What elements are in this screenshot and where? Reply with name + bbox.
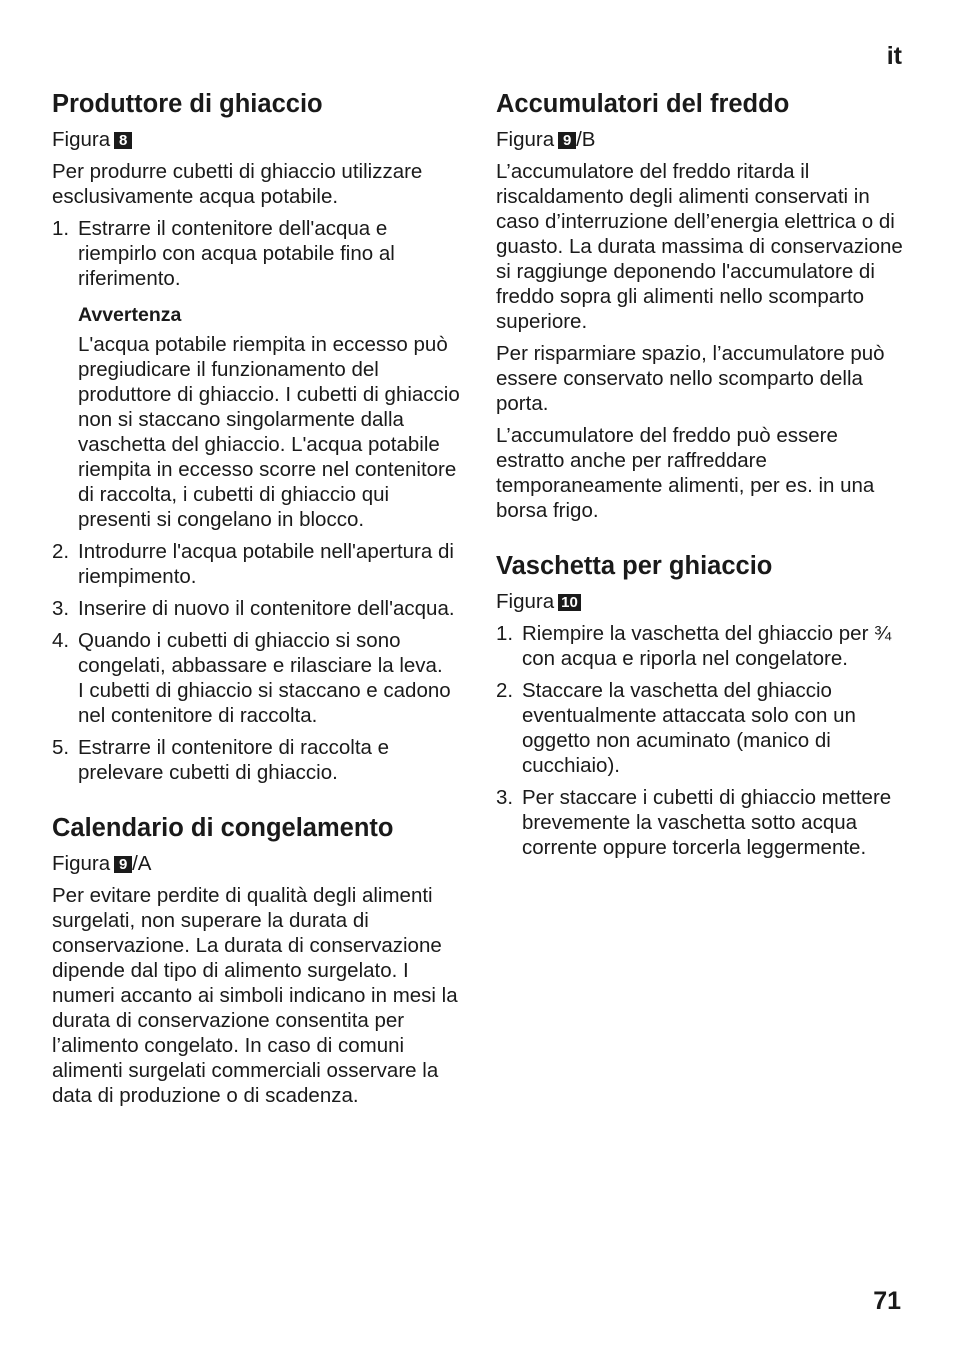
figure-label: Figura xyxy=(52,852,111,875)
step-number: 1. xyxy=(496,622,514,645)
step-text: Per staccare i cubetti di ghiaccio mettere brevemente la vaschetta sotto acqua corrente oppure torcerla leggermente. xyxy=(522,786,892,859)
figure-ref xyxy=(52,127,462,152)
figure-badge: 10 xyxy=(558,594,581,611)
section-title-ice-maker: Produttore di ghiaccio xyxy=(52,90,323,118)
step-number: 2. xyxy=(52,540,70,563)
page-number: 71 xyxy=(873,1287,901,1315)
paragraph: Per evitare perdite di qualità degli alimenti surgelati, non superare la durata di conservazione. La durata di conservazione dipende dal tipo di alimento surgelato. I numeri accanto ai simboli indicano in mesi la durata di conservazione consentita per l’alimento congelato. In caso di comuni alimenti surgelati commerciali osservare la data di produzione o di scadenza. xyxy=(52,884,458,1107)
step-text: Riempire la vaschetta del ghiaccio per ¾ con acqua e riporla nel congelatore. xyxy=(522,622,892,670)
list-item xyxy=(52,628,462,728)
right-column xyxy=(496,88,904,867)
steps-list xyxy=(496,621,904,860)
figure-label: Figura xyxy=(496,128,555,151)
figure-badge: 9 xyxy=(558,132,576,149)
list-item xyxy=(496,678,904,778)
step-text: Estrarre il contenitore di raccolta e prelevare cubetti di ghiaccio. xyxy=(78,736,390,784)
figure-ref xyxy=(496,127,904,152)
step-text: Inserire di nuovo il contenitore dell'acqua. xyxy=(78,597,455,620)
step-text: Estrarre il contenitore dell'acqua e riempirlo con acqua potabile fino al riferimento. xyxy=(78,217,395,290)
language-code: it xyxy=(886,42,902,70)
figure-ref xyxy=(496,589,904,614)
steps-list xyxy=(52,216,462,785)
figure-label: Figura xyxy=(52,128,111,151)
note-title: Avvertenza xyxy=(78,304,182,326)
step-number: 3. xyxy=(496,786,514,809)
figure-ref xyxy=(52,851,462,876)
list-item xyxy=(52,735,462,785)
section-title-freezing-calendar: Calendario di congelamento xyxy=(52,814,394,842)
step-number: 1. xyxy=(52,217,70,240)
paragraph: Per risparmiare spazio, l’accumulatore può essere conservato nello scomparto della porta. xyxy=(496,342,885,415)
list-item xyxy=(496,785,904,860)
list-item xyxy=(496,621,904,671)
list-item xyxy=(52,216,462,532)
paragraph: L’accumulatore del freddo può essere estratto anche per raffreddare temporaneamente alimenti, per es. in una borsa frigo. xyxy=(496,424,875,522)
step-number: 3. xyxy=(52,597,70,620)
section-title-ice-tray: Vaschetta per ghiaccio xyxy=(496,552,773,580)
figure-suffix: /B xyxy=(576,128,596,151)
step-number: 2. xyxy=(496,679,514,702)
note-text: L'acqua potabile riempita in eccesso può pregiudicare il funzionamento del produttore di ghiaccio. I cubetti di ghiaccio non si staccano singolarmente dalla vaschetta del ghiaccio. L'acqua potabile riempita in eccesso scorre nel contenitore di raccolta, i cubetti di ghiaccio qui presenti si congelano in blocco. xyxy=(78,333,460,531)
step-text: Introdurre l'acqua potabile nell'apertura di riempimento. xyxy=(78,540,454,588)
step-result: I cubetti di ghiaccio si staccano e cadono nel contenitore di raccolta. xyxy=(78,679,451,727)
list-item xyxy=(52,596,462,621)
paragraph: L’accumulatore del freddo ritarda il riscaldamento degli alimenti conservati in caso d’interruzione dell’energia elettrica o di guasto. La durata massima di conservazione si raggiunge deponendo l'accumulatore di freddo sopra gli alimenti nello scomparto superiore. xyxy=(496,160,903,333)
step-text: Quando i cubetti di ghiaccio si sono congelati, abbassare e rilasciare la leva. xyxy=(78,629,443,677)
step-number: 5. xyxy=(52,736,70,759)
figure-suffix: /A xyxy=(132,852,152,875)
step-number: 4. xyxy=(52,629,70,652)
paragraph: Per produrre cubetti di ghiaccio utilizzare esclusivamente acqua potabile. xyxy=(52,160,423,208)
list-item xyxy=(52,539,462,589)
figure-badge: 9 xyxy=(114,856,132,873)
figure-label: Figura xyxy=(496,590,555,613)
left-column xyxy=(52,88,462,1115)
step-text: Staccare la vaschetta del ghiaccio eventualmente attaccata solo con un oggetto non acuminato (manico di cucchiaio). xyxy=(522,679,856,777)
figure-badge: 8 xyxy=(114,132,132,149)
section-title-cold-accumulators: Accumulatori del freddo xyxy=(496,90,790,118)
